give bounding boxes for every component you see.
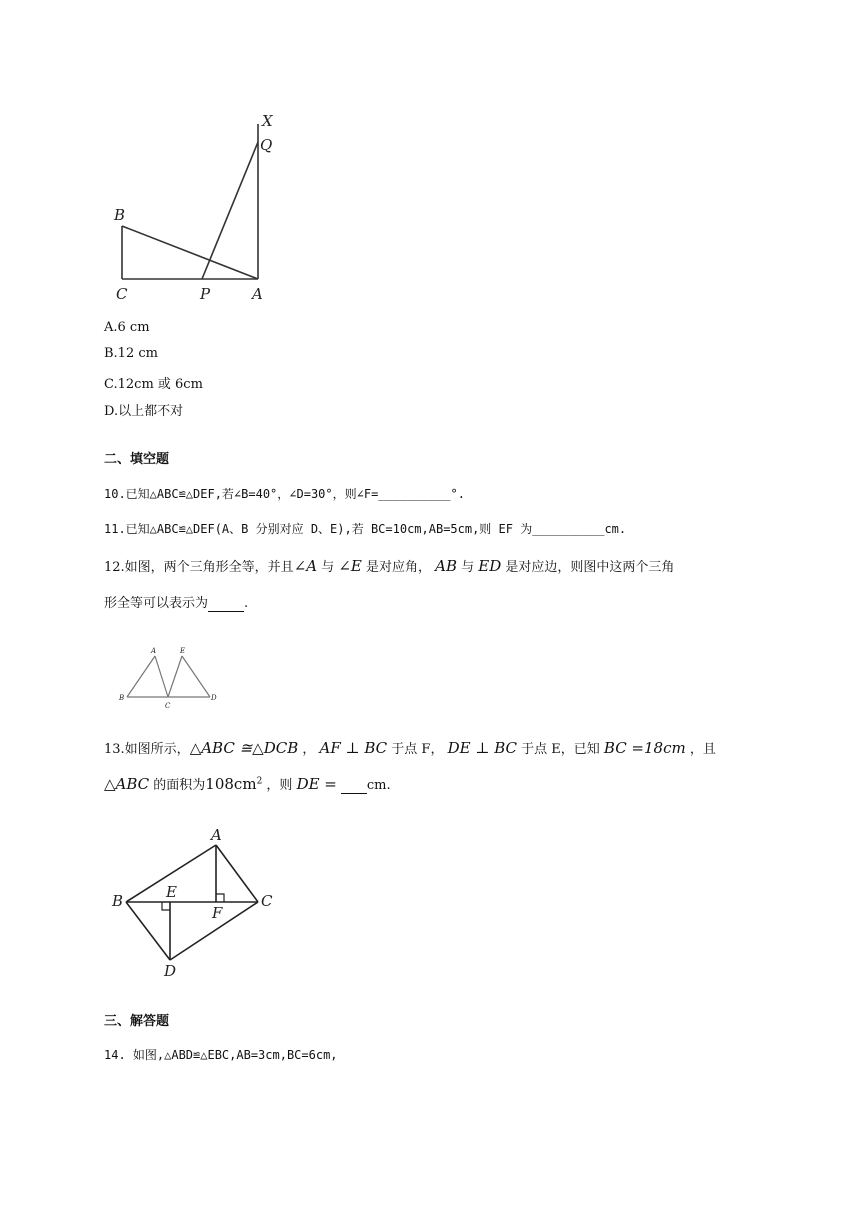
question-10: 10.已知△ABC≌△DEF,若∠B=40°，∠D=30°，则∠F=__________°. [104, 487, 465, 501]
question-13-line-2 [104, 774, 391, 794]
q13-area-sup: 2 [256, 776, 263, 787]
q13-area: 108cm [205, 775, 257, 793]
q13-t1: 于点 F， [387, 742, 448, 757]
fig3-label-c: C [261, 892, 273, 910]
q12-angle-e: ∠E [338, 557, 362, 575]
fig3-label-a: A [211, 826, 222, 844]
q13-t3: ，且 [685, 742, 716, 757]
q12-and-1: 与 [317, 560, 339, 575]
label-q: Q [260, 136, 273, 154]
question-14: 14. 如图,△ABD≌△EBC,AB=3cm,BC=6cm, [104, 1048, 338, 1062]
fig2-label-c: C [165, 702, 171, 710]
label-c: C [116, 285, 128, 303]
figure-1-svg [104, 110, 294, 306]
q12-post: 是对应边，则图中这两个三角 [501, 560, 675, 575]
q13-pre: 13.如图所示， [104, 742, 190, 757]
figure-2-svg [110, 642, 230, 712]
q12-angle-a: ∠A [293, 557, 318, 575]
question-12-line-2 [104, 592, 248, 612]
q12-line-2-text: 形全等可以表示为 [104, 596, 209, 611]
q13-t5: ，则 [262, 778, 297, 793]
label-x: X [262, 112, 273, 130]
q13-de-eq: DE = [296, 775, 337, 793]
q12-and-2: 与 [457, 560, 479, 575]
fig3-label-b: B [112, 892, 124, 910]
q12-ed: ED [478, 557, 502, 575]
q13-t2: 于点 E，已知 [517, 742, 604, 757]
q12-text-pre: 12.如图，两个三角形全等，并且 [104, 560, 294, 575]
q13-bc: BC =18cm [603, 739, 686, 757]
figure-3 [106, 820, 286, 980]
section-solve-title: 三、解答题 [104, 1014, 170, 1029]
fig3-label-d: D [164, 962, 177, 980]
q13-congruence: △ABC ≅△DCB [189, 739, 299, 757]
figure-3-svg [106, 820, 286, 980]
fig2-label-b: B [119, 694, 125, 702]
q13-t4: 的面积为 [149, 778, 206, 793]
question-11: 11.已知△ABC≌△DEF(A、B 分别对应 D、E),若 BC=10cm,AB=5cm,则 EF 为__________cm. [104, 522, 627, 536]
option-d: D.以上都不对 [104, 404, 184, 419]
fig2-label-e: E [180, 647, 186, 655]
label-b: B [114, 206, 126, 224]
option-b: B.12 cm [104, 346, 158, 361]
question-12-line-1 [104, 556, 674, 575]
fig2-label-a: A [151, 647, 157, 655]
q12-answer-blank [208, 596, 244, 612]
q13-t6: cm. [366, 778, 391, 793]
figure-2 [110, 642, 230, 712]
q13-c1: ， [298, 742, 320, 757]
fig3-label-f: F [212, 904, 223, 922]
label-p: P [200, 285, 211, 303]
q12-line-2-end: . [244, 596, 249, 611]
section-fill-title: 二、填空题 [104, 452, 170, 467]
figure-1 [104, 110, 294, 306]
fig3-label-e: E [166, 883, 177, 901]
q12-mid: 是对应角， [361, 560, 436, 575]
q13-answer-blank [341, 778, 367, 794]
q12-ab: AB [435, 557, 458, 575]
q13-de: DE ⊥ BC [447, 739, 517, 757]
label-a: A [252, 285, 263, 303]
fig2-label-d: D [211, 694, 217, 702]
option-a: A.6 cm [104, 320, 150, 335]
q13-triangle: △ABC [104, 775, 150, 793]
q13-af: AF ⊥ BC [319, 739, 388, 757]
question-13-line-1 [104, 738, 716, 757]
option-c: C.12cm 或 6cm [104, 377, 203, 392]
